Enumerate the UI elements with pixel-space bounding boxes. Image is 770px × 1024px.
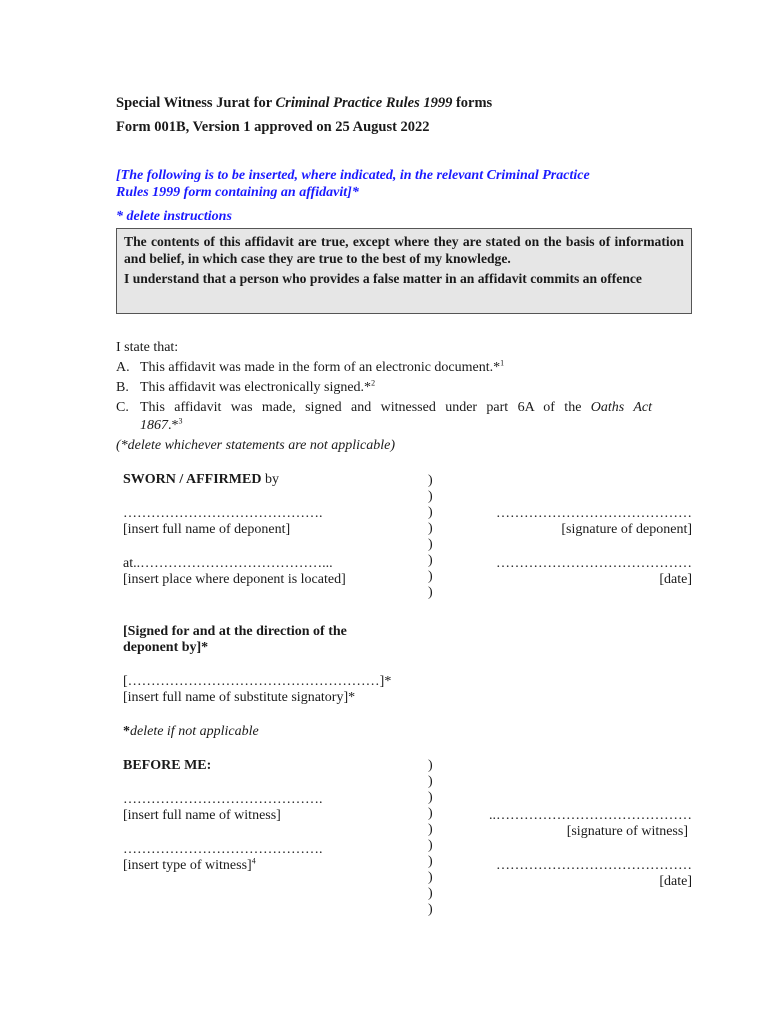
signed-for-heading-2: deponent by]* — [123, 640, 209, 655]
witness-type-line[interactable]: ……………………………………. — [123, 842, 323, 857]
deponent-signature-line[interactable]: …………………………………… — [496, 506, 692, 521]
false-matter-statement: I understand that a person who provides a false matter in an affidavit commits an offence — [124, 271, 642, 286]
instruction-line-2: Rules 1999 form containing an affidavit]* — [116, 185, 359, 200]
witness-date-line[interactable]: …………………………………… — [496, 858, 692, 873]
witness-signature-label: [signature of witness] — [566, 824, 688, 839]
statement-b: This affidavit was electronically signed.*$^2$ — [140, 378, 376, 395]
signed-for-heading-1: [Signed for and at the direction of the — [123, 624, 347, 639]
delete-statements-note: (*delete whichever statements are not applicable) — [116, 438, 396, 453]
deponent-name-label: [insert full name of deponent] — [123, 522, 291, 537]
before-me-heading: BEFORE ME: — [123, 758, 212, 773]
bracket-column-sworn: ) ) ) ) ) ) ) ) — [428, 473, 433, 600]
deponent-name-line[interactable]: ……………………………………. — [123, 506, 323, 521]
statement-b-label: B. — [116, 380, 129, 395]
form-version: Form 001B, Version 1 approved on 25 August 2022 — [116, 119, 430, 135]
truth-statement-box — [116, 228, 692, 314]
statement-a-label: A. — [116, 360, 130, 375]
rules-name: Criminal Practice Rules 1999 — [275, 95, 453, 111]
witness-signature-line[interactable]: ..…………………………………… — [489, 808, 692, 823]
statement-c-label: C. — [116, 400, 129, 415]
form-title: Special Witness Jurat for Criminal Practice Rules 1999 forms — [116, 95, 493, 111]
substitute-name-label: [insert full name of substitute signatory]* — [123, 690, 356, 705]
witness-type-label: [insert type of witness]$^4$ — [123, 856, 256, 873]
deponent-place-label: [insert place where deponent is located] — [123, 572, 346, 587]
statement-a: This affidavit was made in the form of an electronic document.*$^1$ — [140, 358, 505, 375]
witness-date-label: [date] — [659, 874, 692, 889]
statement-c-line-1: This affidavit was made, signed and witnessed under part 6A of the Oaths Act — [140, 400, 652, 415]
bracket-column-before-me: ) ) ) ) ) ) ) ) ) ) — [428, 758, 433, 917]
instruction-line-1: [The following is to be inserted, where indicated, in the relevant Criminal Practice — [116, 168, 590, 183]
state-intro: I state that: — [116, 340, 179, 355]
delete-instructions-note: * delete instructions — [116, 209, 232, 224]
substitute-name-line[interactable]: [………………………………………………]* — [123, 674, 392, 689]
deponent-date-line[interactable]: …………………………………… — [496, 556, 692, 571]
sworn-heading: SWORN / AFFIRMED by — [123, 472, 279, 487]
delete-if-not-applicable: *delete if not applicable — [123, 724, 259, 739]
statement-c-line-2: 1867.*$^3$ — [140, 416, 183, 433]
witness-name-label: [insert full name of witness] — [123, 808, 281, 823]
deponent-signature-label: [signature of deponent] — [561, 522, 692, 537]
deponent-place-line[interactable]: at..…………………………………... — [123, 556, 333, 571]
witness-name-line[interactable]: ……………………………………. — [123, 792, 323, 807]
deponent-date-label: [date] — [659, 572, 692, 587]
truth-statement: The contents of this affidavit are true, except where they are stated on the basis of information and belief, in which case they are true to the best of my knowledge. — [124, 234, 684, 266]
